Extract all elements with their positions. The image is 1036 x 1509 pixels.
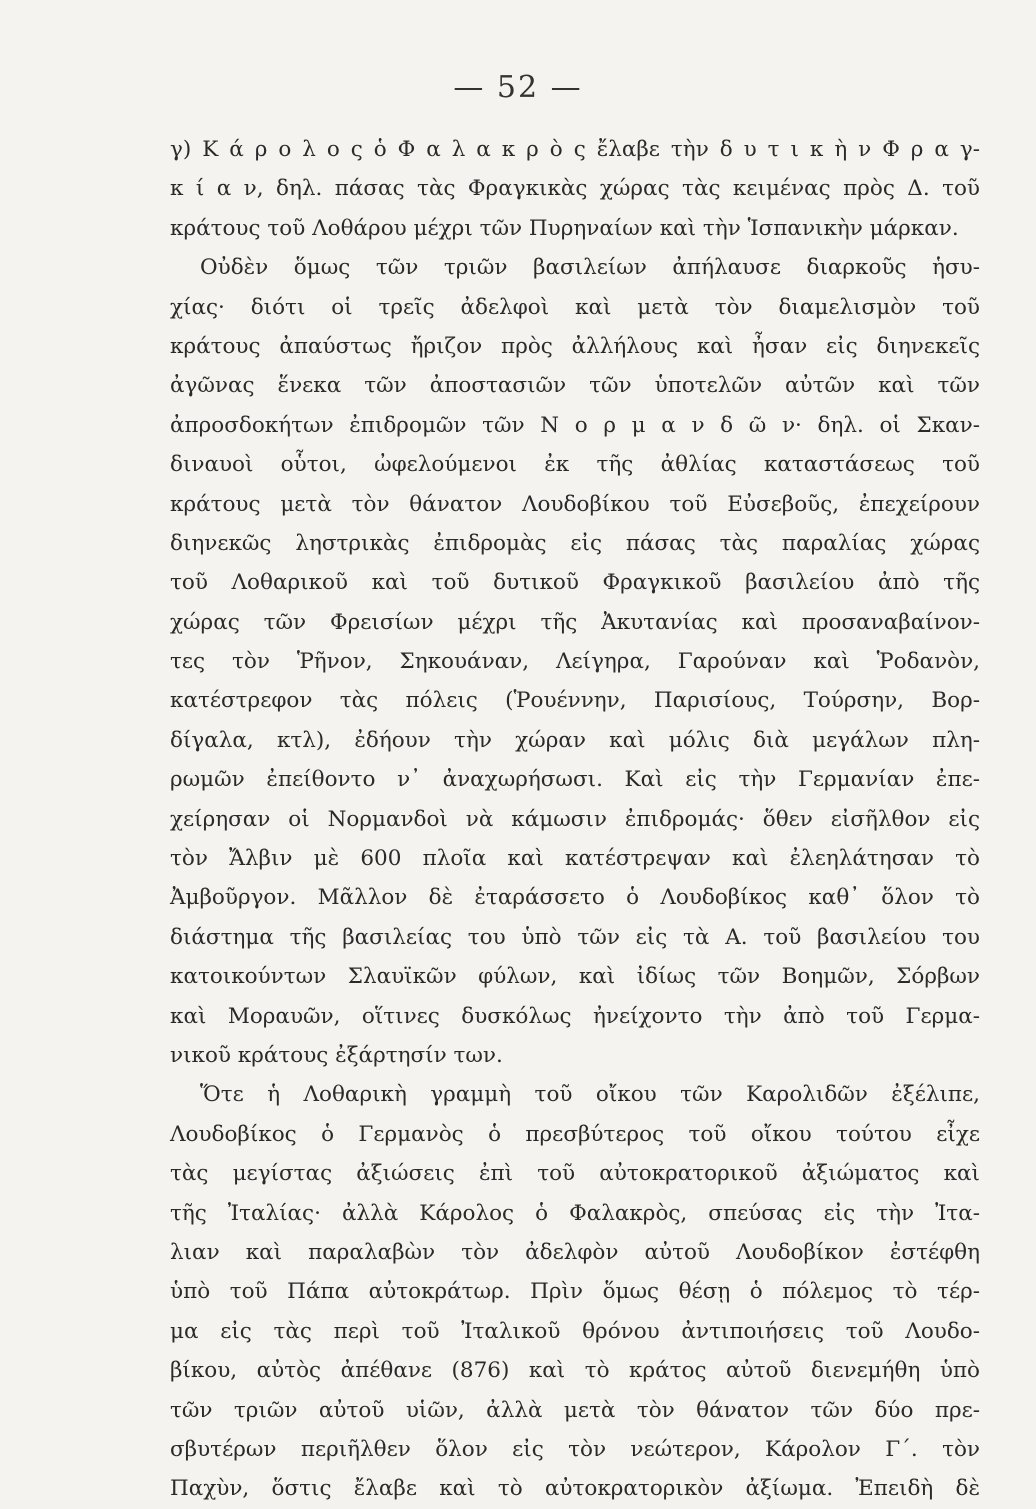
text-line: τῆς Ἰταλίας· ἀλλὰ Κάρολος ὁ Φαλακρὸς, σπεύσας εἰς τὴν Ἰτα-	[170, 1200, 980, 1226]
text-line: κ ί α ν, δηλ. πάσας τὰς Φραγκικὰς χώρας τὰς κειμένας πρὸς Δ. τοῦ	[170, 176, 980, 202]
text-line: Ἀμβοῦργον. Μᾶλλον δὲ ἐταράσσετο ὁ Λουδοβίκος καθ᾽ ὅλον τὸ	[170, 885, 980, 911]
text-line: χείρησαν οἱ Νορμανδοὶ νὰ κάμωσιν ἐπιδρομάς· ὅθεν εἰσῆλθον εἰς	[170, 806, 980, 832]
text-line: βίκου, αὐτὸς ἀπέθανε (876) καὶ τὸ κράτος αὐτοῦ διενεμήθη ὑπὸ	[170, 1358, 980, 1384]
text-line: Λουδοβίκος ὁ Γερμανὸς ὁ πρεσβύτερος τοῦ οἴκου τούτου εἶχε	[170, 1121, 980, 1147]
text-line: καὶ Μοραυῶν, οἵτινες δυσκόλως ἠνείχοντο τὴν ἀπὸ τοῦ Γερμα-	[170, 1003, 980, 1029]
text-line: τες τὸν Ῥῆνον, Σηκουάναν, Λείγηρα, Γαρούναν καὶ Ῥοδανὸν,	[170, 649, 980, 675]
text-line: τοῦ Λοθαρικοῦ καὶ τοῦ δυτικοῦ Φραγκικοῦ βασιλείου ἀπὸ τῆς	[170, 570, 980, 596]
text-line: ρωμῶν ἐπείθοντο ν᾽ ἀναχωρήσωσι. Καὶ εἰς τὴν Γερμανίαν ἐπε-	[170, 767, 980, 793]
text-line: τῶν τριῶν αὐτοῦ υἱῶν, ἀλλὰ μετὰ τὸν θάνατον τῶν δύο πρε-	[170, 1397, 980, 1423]
text-line: διάστημα τῆς βασιλείας του ὑπὸ τῶν εἰς τὰ Α. τοῦ βασιλείου του	[170, 924, 980, 950]
text-line: χώρας τῶν Φρεισίων μέχρι τῆς Ἀκυτανίας καὶ προσαναβαίνον-	[170, 609, 980, 635]
text-line: Οὐδὲν ὅμως τῶν τριῶν βασιλείων ἀπήλαυσε διαρκοῦς ἡσυ-	[200, 255, 980, 281]
text-line: μα εἰς τὰς περὶ τοῦ Ἰταλικοῦ θρόνου ἀντιποιήσεις τοῦ Λουδο-	[170, 1318, 980, 1344]
text-line: διηνεκῶς ληστρικὰς ἐπιδρομὰς εἰς πάσας τὰς παραλίας χώρας	[170, 530, 980, 556]
body-text	[170, 130, 980, 1509]
text-line: δίγαλα, κτλ), ἐδήουν τὴν χώραν καὶ μόλις διὰ μεγάλων πλη-	[170, 727, 980, 753]
text-line: διναυοὶ οὗτοι, ὠφελούμενοι ἐκ τῆς ἀθλίας καταστάσεως τοῦ	[170, 452, 980, 478]
text-line: τὸν Ἄλβιν μὲ 600 πλοῖα καὶ κατέστρεψαν καὶ ἐλεηλάτησαν τὸ	[170, 846, 980, 872]
text-line: ἀπροσδοκήτων ἐπιδρομῶν τῶν Ν ο ρ μ α ν δ ῶ ν· δηλ. οἱ Σκαν-	[170, 412, 980, 438]
text-line: κράτους ἀπαύστως ἤριζον πρὸς ἀλλήλους καὶ ἦσαν εἰς διηνεκεῖς	[170, 333, 980, 359]
text-line: κατέστρεφον τὰς πόλεις (Ῥουέννην, Παρισίους, Τούρσην, Βορ-	[170, 688, 980, 714]
text-line: Παχὺν, ὅστις ἔλαβε καὶ τὸ αὐτοκρατορικὸν ἀξίωμα. Ἐπειδὴ δὲ	[170, 1476, 980, 1502]
text-line: κατοικούντων Σλαυϊκῶν φύλων, καὶ ἰδίως τῶν Βοημῶν, Σόρβων	[170, 964, 980, 990]
text-line: ἀγῶνας ἕνεκα τῶν ἀποστασιῶν τῶν ὑποτελῶν αὐτῶν καὶ τῶν	[170, 373, 980, 399]
text-line: κράτους τοῦ Λοθάρου μέχρι τῶν Πυρηναίων καὶ τὴν Ἱσπανικὴν μάρκαν.	[170, 215, 959, 241]
text-line: σβυτέρων περιῆλθεν ὅλον εἰς τὸν νεώτερον, Κάρολον Γ΄. τὸν	[170, 1436, 980, 1462]
text-line: γ) Κ ά ρ ο λ ο ς ὁ Φ α λ α κ ρ ὸ ς ἔλαβε τὴν δ υ τ ι κ ὴ ν Φ ρ α γ-	[170, 137, 980, 162]
text-line: τὰς μεγίστας ἀξιώσεις ἐπὶ τοῦ αὐτοκρατορικοῦ ἀξιώματος καὶ	[170, 1161, 980, 1187]
page-number: — 52 —	[453, 70, 583, 105]
text-line: ὑπὸ τοῦ Πάπα αὐτοκράτωρ. Πρὶν ὅμως θέσῃ ὁ πόλεμος τὸ τέρ-	[170, 1279, 980, 1305]
text-line: λιαν καὶ παραλαβὼν τὸν ἀδελφὸν αὐτοῦ Λουδοβίκον ἐστέφθη	[170, 1239, 980, 1265]
text-line: Ὅτε ἡ Λοθαρικὴ γραμμὴ τοῦ οἴκου τῶν Καρολιδῶν ἐξέλιπε,	[200, 1082, 980, 1108]
text-line: χίας· διότι οἱ τρεῖς ἀδελφοὶ καὶ μετὰ τὸν διαμελισμὸν τοῦ	[170, 294, 980, 320]
text-line: νικοῦ κράτους ἐξάρτησίν των.	[170, 1042, 503, 1068]
text-line: κράτους μετὰ τὸν θάνατον Λουδοβίκου τοῦ Εὐσεβοῦς, ἐπεχείρουν	[170, 491, 980, 517]
